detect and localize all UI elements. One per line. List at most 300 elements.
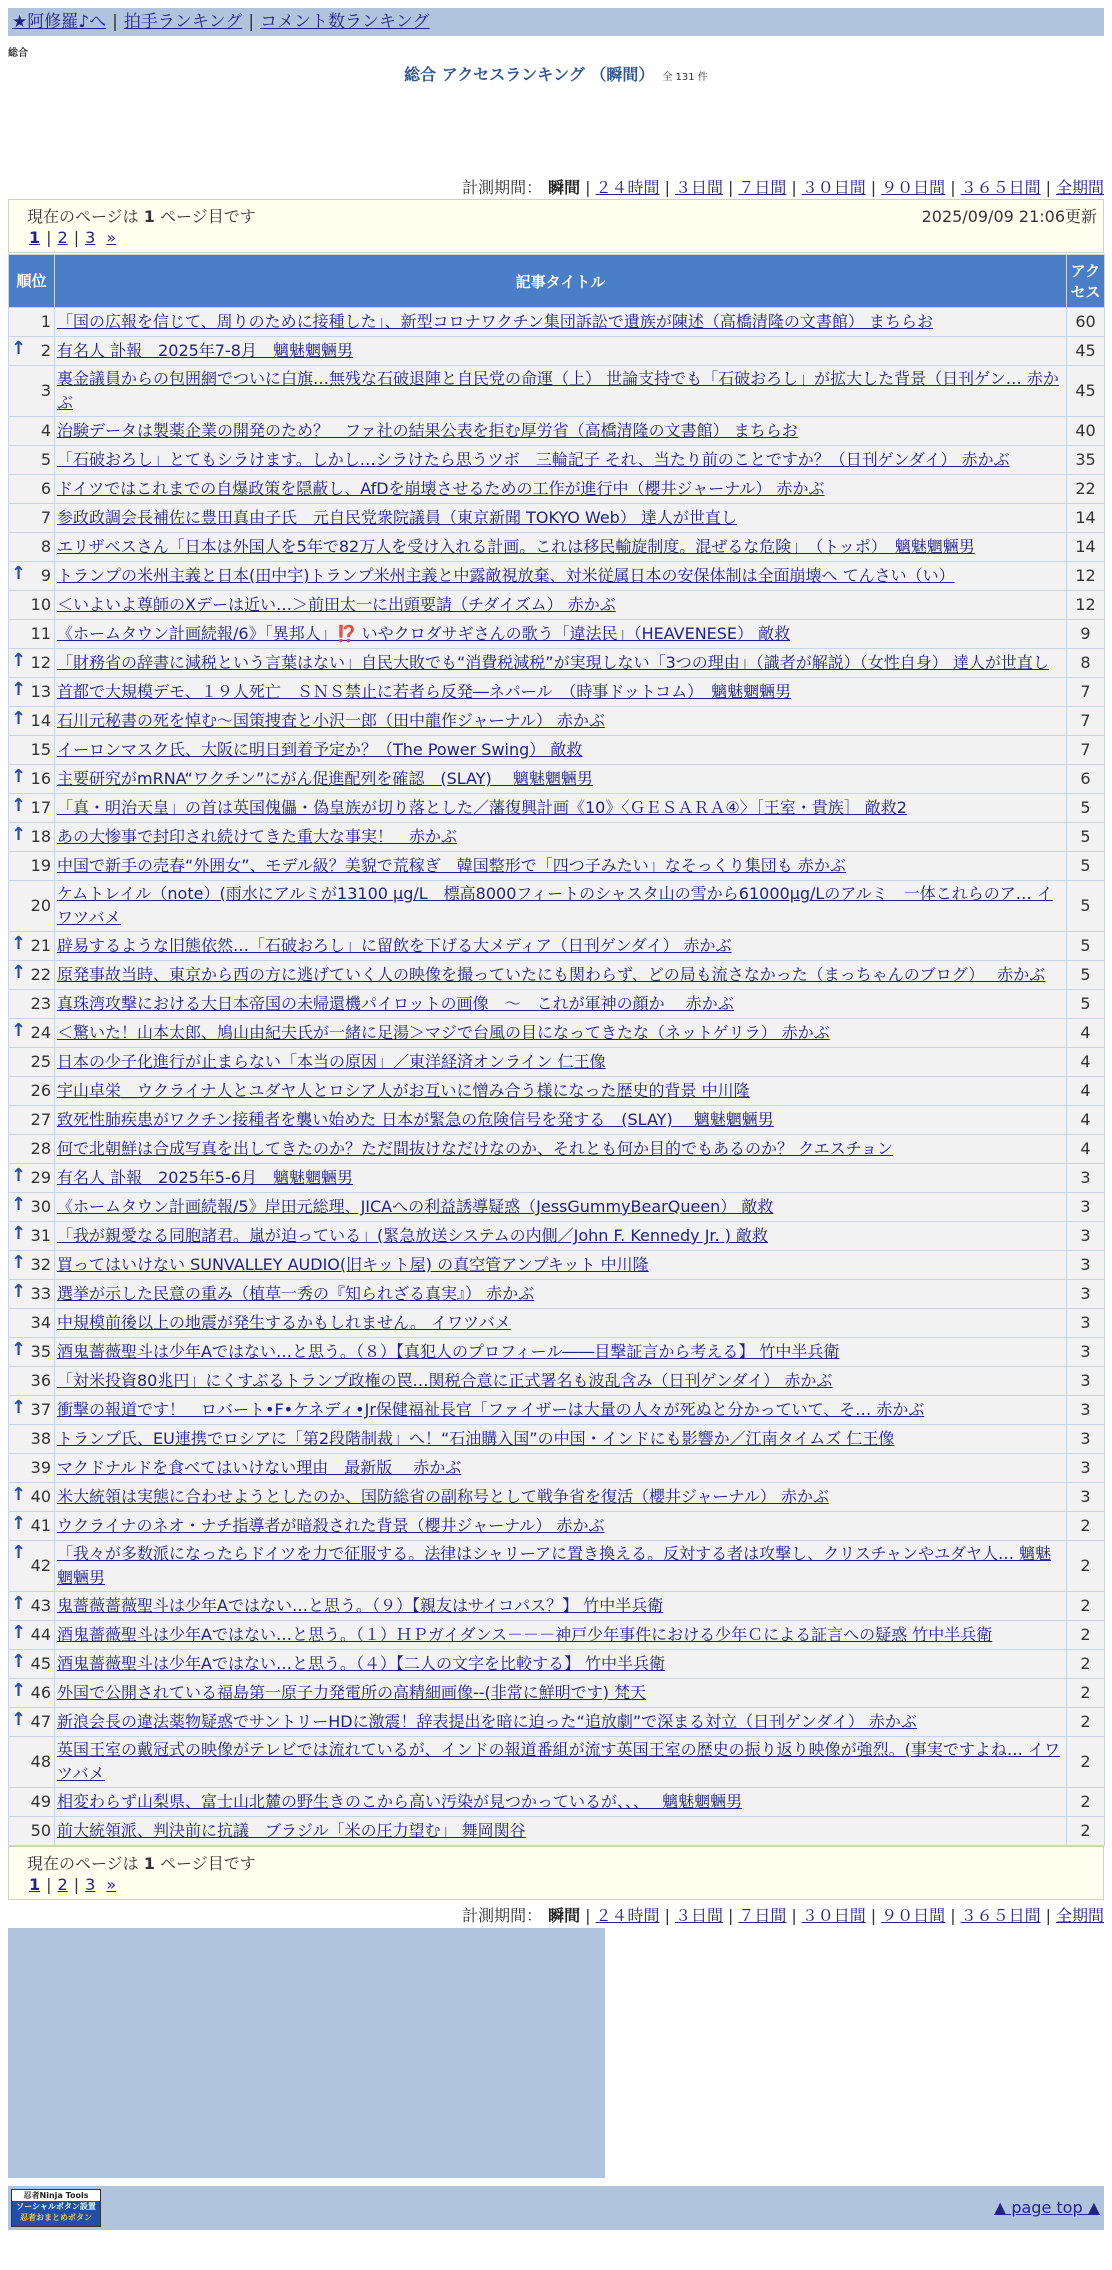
ninja-social-button[interactable] [11,2189,101,2227]
rank-number: 37 [30,1400,51,1419]
access-count: 3 [1067,1222,1105,1251]
rank-number: 40 [30,1487,51,1506]
table-row [9,1679,1105,1708]
table-row [9,1222,1105,1251]
rank-cell [9,308,55,337]
up-arrow-icon: ↑ [11,1020,27,1041]
rank-number: 11 [30,624,51,643]
access-count: 5 [1067,990,1105,1019]
article-link[interactable]: 真珠湾攻撃における大日本帝国の未帰還機パイロットの画像 ～ これが軍神の顔か 赤かぶ [57,994,734,1013]
table-row [9,1512,1105,1541]
title-cell [55,475,1067,504]
table-row [9,823,1105,852]
title-cell [55,1222,1067,1251]
title-cell [55,649,1067,678]
ad-banner[interactable] [8,1928,605,2178]
table-row [9,1454,1105,1483]
table-row [9,881,1105,932]
article-link[interactable]: 致死性肺疾患がワクチン接種者を襲い始めた 日本が緊急の危険信号を発する (SLAY) 魑魅魍魎男 [57,1110,774,1129]
period-link[interactable]: ３日間 [674,1906,723,1925]
article-link[interactable]: 辟易するような旧態依然…「石破おろし」に留飲を下げる大メディア（日刊ゲンダイ） 赤かぶ [57,936,732,955]
next-page-link[interactable]: » [106,228,117,247]
table-row [9,1309,1105,1338]
access-count: 3 [1067,1280,1105,1309]
access-count: 3 [1067,1483,1105,1512]
title-cell [55,1019,1067,1048]
breadcrumb: 総合 [8,48,28,59]
title-cell [55,1309,1067,1338]
title-cell [55,765,1067,794]
access-count: 5 [1067,794,1105,823]
period-link[interactable]: ３０日間 [801,178,866,197]
rank-number: 45 [30,1654,51,1673]
article-link[interactable]: 「真・明治天皇」の首は英国傀儡・偽皇族が切り落とした／藩復興計画《10》〈ＧＥＳＡＲＡ④〉［王室・貴族］ 敵救2 [57,798,907,817]
rank-cell [9,1650,55,1679]
access-count: 2 [1067,1512,1105,1541]
rank-cell [9,1048,55,1077]
rank-cell [9,736,55,765]
table-row [9,1708,1105,1737]
period-separator: | [950,1906,956,1925]
up-arrow-icon: ↑ [11,679,27,700]
article-link[interactable]: 有名人 訃報 2025年5-6月 魑魅魍魎男 [57,1168,353,1187]
up-arrow-icon: ↑ [11,1339,27,1360]
rank-number: 26 [30,1081,51,1100]
rank-number: 6 [40,479,51,498]
top-nav [8,8,1104,36]
title-cell [55,794,1067,823]
article-link[interactable]: ケムトレイル（note）(雨水にアルミが13100 μg/L 標高8000フィートのシャスタ山の雪から61000μg/Lのアルミ 一体これらのア… イワツバメ [57,884,1053,927]
rank-cell [9,1309,55,1338]
table-row [9,504,1105,533]
article-link[interactable]: 参政政調会長補佐に豊田真由子氏 元自民党衆院議員（東京新聞 TOKYO Web） 達人が世直し [57,508,737,527]
current-page-number: 1 [143,1854,155,1873]
access-count: 4 [1067,1106,1105,1135]
article-link[interactable]: トランプ氏、EU連携でロシアに「第2段階制裁」へ！“石油購入国”の中国・インドにも影響か／江南タイムズ 仁王像 [57,1429,895,1448]
up-arrow-icon: ↑ [11,708,27,729]
access-count: 22 [1067,475,1105,504]
period-link[interactable]: ７日間 [738,1906,787,1925]
rank-cell [9,707,55,736]
article-link[interactable]: 治験データは製薬企業の開発のため？ ファ社の結果公表を拒む厚労省（高橋清隆の文書館） まちらお [57,421,798,440]
access-count: 2 [1067,1650,1105,1679]
period-separator: | [585,1906,591,1925]
title-cell [55,1788,1067,1817]
next-page-link[interactable]: » [106,1875,117,1894]
rank-cell [9,504,55,533]
page-link-2[interactable]: 2 [57,228,68,247]
access-count: 3 [1067,1454,1105,1483]
up-arrow-icon: ↑ [11,1397,27,1418]
table-row [9,1019,1105,1048]
rank-cell [9,366,55,417]
period-link[interactable]: 全期間 [1055,178,1104,197]
article-link[interactable]: 有名人 訃報 2025年7-8月 魑魅魍魎男 [57,341,353,360]
period-separator: | [727,178,734,197]
title-cell [55,1280,1067,1309]
pager-separator: | [46,1875,52,1894]
rank-number: 7 [40,508,51,527]
article-link[interactable]: 前大統領派、判決前に抗議 ブラジル「米の圧力望む」 舞岡関谷 [57,1821,526,1840]
table-row [9,417,1105,446]
period-link[interactable]: ７日間 [738,178,787,197]
article-link[interactable]: 衝撃の報道です！ ロバート•F•ケネディ•Jr保健福祉長官「ファイザーは大量の人々が死ぬと分かっていて、そ… 赤かぶ [57,1400,925,1419]
access-count: 12 [1067,562,1105,591]
rank-cell [9,1019,55,1048]
rank-number: 48 [30,1752,51,1771]
table-row [9,1106,1105,1135]
article-link[interactable]: マクドナルドを食べてはいけない理由 最新版 赤かぶ [57,1458,462,1477]
table-row [9,1541,1105,1592]
rank-cell [9,591,55,620]
table-row [9,446,1105,475]
access-count: 3 [1067,1338,1105,1367]
access-count: 7 [1067,707,1105,736]
rank-number: 23 [30,994,51,1013]
access-count: 2 [1067,1708,1105,1737]
period-separator: | [727,1906,734,1925]
rank-cell [9,562,55,591]
rank-cell [9,1621,55,1650]
rank-cell [9,1077,55,1106]
period-link[interactable]: ３０日間 [801,1906,866,1925]
period-link[interactable]: ９０日間 [881,178,946,197]
rank-number: 16 [30,769,51,788]
up-arrow-icon: ↑ [11,1194,27,1215]
applause-ranking-link[interactable]: 拍手ランキング [123,12,243,32]
title-cell [55,1483,1067,1512]
rank-cell [9,620,55,649]
title-cell [55,417,1067,446]
table-row [9,736,1105,765]
article-link[interactable]: 「国の広報を信じて、周りのために接種した」、新型コロナワクチン集団訴訟で遺族が陳述（高橋清隆の文書館） まちらお [57,312,933,331]
article-link[interactable]: あの大惨事で封印され続けてきた重大な事実！ 赤かぶ [57,827,458,846]
rank-number: 39 [30,1458,51,1477]
rank-number: 34 [30,1313,51,1332]
rank-number: 4 [40,421,51,440]
period-label: 計測期間： [462,178,543,197]
rank-cell [9,678,55,707]
table-row [9,366,1105,417]
rank-number: 42 [30,1556,51,1575]
table-row [9,1396,1105,1425]
access-count: 4 [1067,1077,1105,1106]
access-count: 2 [1067,1621,1105,1650]
table-row [9,1048,1105,1077]
article-link[interactable]: 相変わらず山梨県、富士山北麓の野生きのこから高い汚染が見つかっているが、、、 魑魅魍魎男 [57,1792,743,1811]
rank-number: 14 [30,711,51,730]
rank-number: 32 [30,1255,51,1274]
period-label: 計測期間： [462,1906,543,1925]
period-link[interactable]: 全期間 [1055,1906,1104,1925]
current-page-text: 現在のページは 1 ページ目です [27,1854,256,1873]
rank-cell [9,1135,55,1164]
article-link[interactable]: 買ってはいけない SUNVALLEY AUDIO(旧キット屋) の真空管アンプキット 中川隆 [57,1255,649,1274]
rank-cell [9,852,55,881]
rank-number: 49 [30,1792,51,1811]
article-link[interactable]: 石川元秘書の死を悼む～国策捜査と小沢一郎（田中龍作ジャーナル） 赤かぶ [57,711,605,730]
page-link-3[interactable]: 3 [85,228,96,247]
home-link[interactable]: ★阿修羅♪へ [12,12,107,32]
article-link[interactable]: エリザベスさん「日本は外国人を5年で82万人を受け入れる計画。これは移民輸旋制度。混ぜるな危険」 （トッポ） 魑魅魍魎男 [57,537,975,556]
title-cell [55,932,1067,961]
access-count: 12 [1067,591,1105,620]
up-arrow-icon: ↑ [11,1252,27,1273]
ranking-table [8,254,1105,1846]
access-count: 2 [1067,1541,1105,1592]
article-link[interactable]: ドイツではこれまでの自爆政策を隠蔽し、AfDを崩壊させるための工作が進行中（櫻井ジャーナル） 赤かぶ [57,479,825,498]
total-count: 全 131 件 [662,72,708,83]
page-link-3[interactable]: 3 [85,1875,96,1894]
rank-number: 1 [40,312,51,331]
access-count: 5 [1067,823,1105,852]
title-header: 記事タイトル [55,255,1067,308]
footer-bar [8,2186,1104,2230]
period-link[interactable]: ９０日間 [881,1906,946,1925]
rank-cell [9,990,55,1019]
title-cell [55,562,1067,591]
article-link[interactable]: 日本の少子化進行が止まらない「本当の原因」／東洋経済オンライン 仁王像 [57,1052,606,1071]
rank-cell [9,1679,55,1708]
article-link[interactable]: 原発事故当時、東京から西の方に逃げていく人の映像を撮っていたにも関わらず、どの局も流さなかった（まっちゃんのブログ） 赤かぶ [57,965,1046,984]
article-link[interactable]: 「我々が多数派になったらドイツを力で征服する。法律はシャリーアに置き換える。反対する者は攻撃し、クリスチャンやユダヤ人… 魑魅魍魎男 [57,1544,1052,1587]
article-link[interactable]: 外国で公開されている福島第一原子力発電所の高精細画像--(非常に鮮明です) 梵天 [57,1683,647,1702]
rank-cell [9,823,55,852]
period-link[interactable]: ３６５日間 [960,1906,1041,1925]
updated-timestamp: 2025/09/09 21:06更新 [921,207,1097,226]
table-row [9,1367,1105,1396]
table-row [9,932,1105,961]
article-link[interactable]: 《ホームタウン計画続報/5》岸田元総理、JICAへの利益誘導疑惑（JessGummyBearQueen） 敵救 [57,1197,774,1216]
title-cell [55,1679,1067,1708]
up-arrow-icon: ↑ [11,1680,27,1701]
rank-cell [9,1367,55,1396]
title-cell [55,533,1067,562]
title-cell [55,1454,1067,1483]
article-link[interactable]: 米大統領は実態に合わせようとしたのか、国防総省の副称号として戦争省を復活（櫻井ジャーナル） 赤かぶ [57,1487,829,1506]
title-cell [55,1737,1067,1788]
current-page-text: 現在のページは 1 ページ目です [27,207,256,226]
title-cell [55,823,1067,852]
rank-cell [9,1512,55,1541]
rank-cell [9,1251,55,1280]
rank-cell [9,1280,55,1309]
rank-number: 5 [40,450,51,469]
article-link[interactable]: 酒鬼薔薇聖斗は少年Aではない…と思う。（４）【二人の文字を比較する】 竹中半兵衛 [57,1654,666,1673]
access-count: 4 [1067,1135,1105,1164]
pagination-top [8,199,1104,253]
title-cell [55,961,1067,990]
nav-separator: | [112,12,118,32]
article-link[interactable]: 新浪会長の違法薬物疑惑でサントリーHDに激震！辞表提出を暗に迫った“追放劇”で深まる対立（日刊ゲンダイ） 赤かぶ [57,1712,917,1731]
rank-number: 22 [30,965,51,984]
article-link[interactable]: 英国王室の戴冠式の映像がテレビでは流れているが、インドの報道番組が流す英国王室の歴史の振り返り映像が強烈。(事実ですよね… イワツバメ [57,1740,1061,1783]
rank-number: 20 [30,896,51,915]
article-link[interactable]: 選挙が示した民意の重み（植草一秀の『知られざる真実』） 赤かぶ [57,1284,535,1303]
article-link[interactable]: ウクライナのネオ・ナチ指導者が暗殺された背景（櫻井ジャーナル） 赤かぶ [57,1516,605,1535]
table-row [9,678,1105,707]
access-count: 3 [1067,1193,1105,1222]
up-arrow-icon: ↑ [11,1484,27,1505]
title-cell [55,881,1067,932]
period-separator: | [664,1906,670,1925]
article-link[interactable]: 「我が親愛なる同胞諸君。嵐が迫っている」(緊急放送システムの内側／John F. Kennedy Jr. ) 敵救 [57,1226,769,1245]
article-link[interactable]: 中国で新手の売春“外囲女”、モデル級？美貌で荒稼ぎ 韓国整形で「四つ子みたい」なそっくり集団も 赤かぶ [57,856,846,875]
rank-number: 28 [30,1139,51,1158]
up-arrow-icon: ↑ [11,650,27,671]
rank-cell [9,649,55,678]
rank-cell [9,1106,55,1135]
title-cell [55,1817,1067,1846]
access-count: 45 [1067,337,1105,366]
title-cell [55,1106,1067,1135]
rank-number: 43 [30,1596,51,1615]
up-arrow-icon: ↑ [11,1622,27,1643]
article-link[interactable]: 《ホームタウン計画続報/6》「異邦人」⁉️ いやクロダサギさんの歌う「違法民」（HEAVENESE） 敵救 [57,624,791,643]
rank-number: 25 [30,1052,51,1071]
rank-cell [9,1396,55,1425]
access-count: 14 [1067,533,1105,562]
table-row [9,1164,1105,1193]
period-selector-top [462,175,1104,198]
period-link[interactable]: ３６５日間 [960,178,1041,197]
article-link[interactable]: 「財務省の辞書に減税という言葉はない」自民大敗でも“消費税減税”が実現しない「3つの理由」（識者が解説）（女性自身） 達人が世直し [57,653,1049,672]
nav-separator: | [248,12,255,32]
up-arrow-icon: ↑ [11,1513,27,1534]
page-top-link[interactable]: ▲ page top ▲ [993,2198,1100,2217]
page-link-2[interactable]: 2 [57,1875,68,1894]
rank-cell [9,1164,55,1193]
rank-number: 44 [30,1625,51,1644]
rank-cell [9,765,55,794]
period-links [580,178,1104,197]
period-link[interactable]: ３日間 [674,178,723,197]
article-link[interactable]: ＜いよいよ尊師のXデーは近い…＞前田太一に出頭要請（チダイズム） 赤かぶ [57,595,616,614]
article-link[interactable]: ＜驚いた！山本太郎、鳩山由紀夫氏が一緒に足湯＞マジで台風の目になってきたな（ネットゲリラ） 赤かぶ [57,1023,830,1042]
up-arrow-icon: ↑ [11,338,27,359]
table-header-row [9,255,1105,308]
table-row [9,337,1105,366]
access-count: 6 [1067,765,1105,794]
article-link[interactable]: 酒鬼薔薇聖斗は少年Aではない…と思う。（８）【真犯人のプロフィール――目撃証言から考える】 竹中半兵衛 [57,1342,840,1361]
article-link[interactable]: 裏金議員からの包囲網でついに白旗…無残な石破退陣と自民党の命運（上） 世論支持でも「石破おろし」が拡大した背景（日刊ゲン… 赤かぶ [57,369,1059,412]
title-cell [55,1621,1067,1650]
pager-separator: | [73,228,80,247]
title-cell [55,1541,1067,1592]
rank-number: 21 [30,936,51,955]
title-cell [55,1164,1067,1193]
access-count: 3 [1067,1164,1105,1193]
up-arrow-icon: ↑ [11,1223,27,1244]
table-row [9,1483,1105,1512]
period-link[interactable]: ２４時間 [595,178,660,197]
page-links [29,228,116,247]
article-link[interactable]: 「対米投資80兆円」にくすぶるトランプ政権の罠…関税合意に正式署名も波乱含み（日刊ゲンダイ） 赤かぶ [57,1371,833,1390]
article-link[interactable]: 何で北朝鮮は合成写真を出してきたのか？ただ間抜けなだけなのか、それとも何か目的でもあるのか？ クエスチョン [57,1139,893,1158]
table-row [9,1251,1105,1280]
access-count: 8 [1067,649,1105,678]
period-current: 瞬間 [548,1906,581,1925]
rank-cell [9,1483,55,1512]
access-count: 45 [1067,366,1105,417]
article-link[interactable]: 鬼薔薇薔薇聖斗は少年Aではない…と思う。（９）【親友はサイコパス？】 竹中半兵衛 [57,1596,664,1615]
rank-cell [9,337,55,366]
period-separator: | [791,178,797,197]
article-link[interactable]: 首都で大規模デモ、１９人死亡 ＳＮＳ禁止に若者ら反発―ネパール （時事ドットコム） 魑魅魍魎男 [57,682,792,701]
article-link[interactable]: 主要研究がmRNA“ワクチン”にがん促進配列を確認 (SLAY) 魑魅魍魎男 [57,769,593,788]
table-row [9,1650,1105,1679]
page-link-1[interactable]: 1 [29,1875,41,1894]
comment-ranking-link[interactable]: コメント数ランキング [260,12,430,32]
page-link-1[interactable]: 1 [29,228,41,247]
table-row [9,1193,1105,1222]
up-arrow-icon: ↑ [11,1542,27,1563]
rank-number: 15 [30,740,51,759]
rank-cell [9,794,55,823]
up-arrow-icon: ↑ [11,1709,27,1730]
title-cell [55,1425,1067,1454]
rank-number: 35 [30,1342,51,1361]
access-count: 5 [1067,932,1105,961]
ninja-social-text: ソーシャルボタン設置 [16,2202,96,2211]
period-separator: | [950,178,956,197]
rank-cell [9,475,55,504]
rank-number: 41 [30,1516,51,1535]
table-row [9,475,1105,504]
article-link[interactable]: 「石破おろし」とてもシラけます。しかし…シラけたら思うツボ 三輪記子 それ、当たり前のことですか？（日刊ゲンダイ） 赤かぶ [57,450,1010,469]
access-count: 3 [1067,1251,1105,1280]
rank-number: 9 [40,566,51,585]
access-count: 14 [1067,504,1105,533]
title-cell [55,1338,1067,1367]
title-cell [55,620,1067,649]
rank-cell [9,1592,55,1621]
article-link[interactable]: 宇山卓栄＿ウクライナ人とユダヤ人とロシア人がお互いに憎み合う様になった歴史的背景 中川隆 [57,1081,750,1100]
access-count: 35 [1067,446,1105,475]
rank-number: 13 [30,682,51,701]
article-link[interactable]: 酒鬼薔薇聖斗は少年Aではない…と思う。（１）ＨＰガイダンス－－－神戸少年事件における少年Ｃによる証言への疑惑 竹中半兵衛 [57,1625,993,1644]
rank-cell [9,1338,55,1367]
rank-cell [9,446,55,475]
page-title-block [0,62,1112,85]
table-row [9,1425,1105,1454]
rank-number: 30 [30,1197,51,1216]
rank-cell [9,1222,55,1251]
access-count: 2 [1067,1817,1105,1846]
period-separator: | [791,1906,797,1925]
period-separator: | [585,178,591,197]
title-cell [55,308,1067,337]
table-row [9,620,1105,649]
article-link[interactable]: 中規模前後以上の地震が発生するかもしれません。 イワツバメ [57,1313,511,1332]
rank-cell [9,1788,55,1817]
period-link[interactable]: ２４時間 [595,1906,660,1925]
article-link[interactable]: イーロンマスク氏、大阪に明日到着予定か？（The Power Swing） 敵救 [57,740,583,759]
table-row [9,1817,1105,1846]
rank-cell [9,1737,55,1788]
rank-cell [9,1425,55,1454]
article-link[interactable]: トランプの米州主義と日本(田中宇)トランプ米州主義と中露敵視放棄、対米従属日本の安保体制は全面崩壊へ てんさい（い） [57,566,955,585]
title-cell [55,1251,1067,1280]
up-arrow-icon: ↑ [11,962,27,983]
access-count: 2 [1067,1737,1105,1788]
access-header: アクセス [1067,255,1105,308]
title-cell [55,366,1067,417]
page-links [29,1875,116,1894]
access-count: 2 [1067,1592,1105,1621]
rank-cell [9,533,55,562]
title-cell [55,1367,1067,1396]
